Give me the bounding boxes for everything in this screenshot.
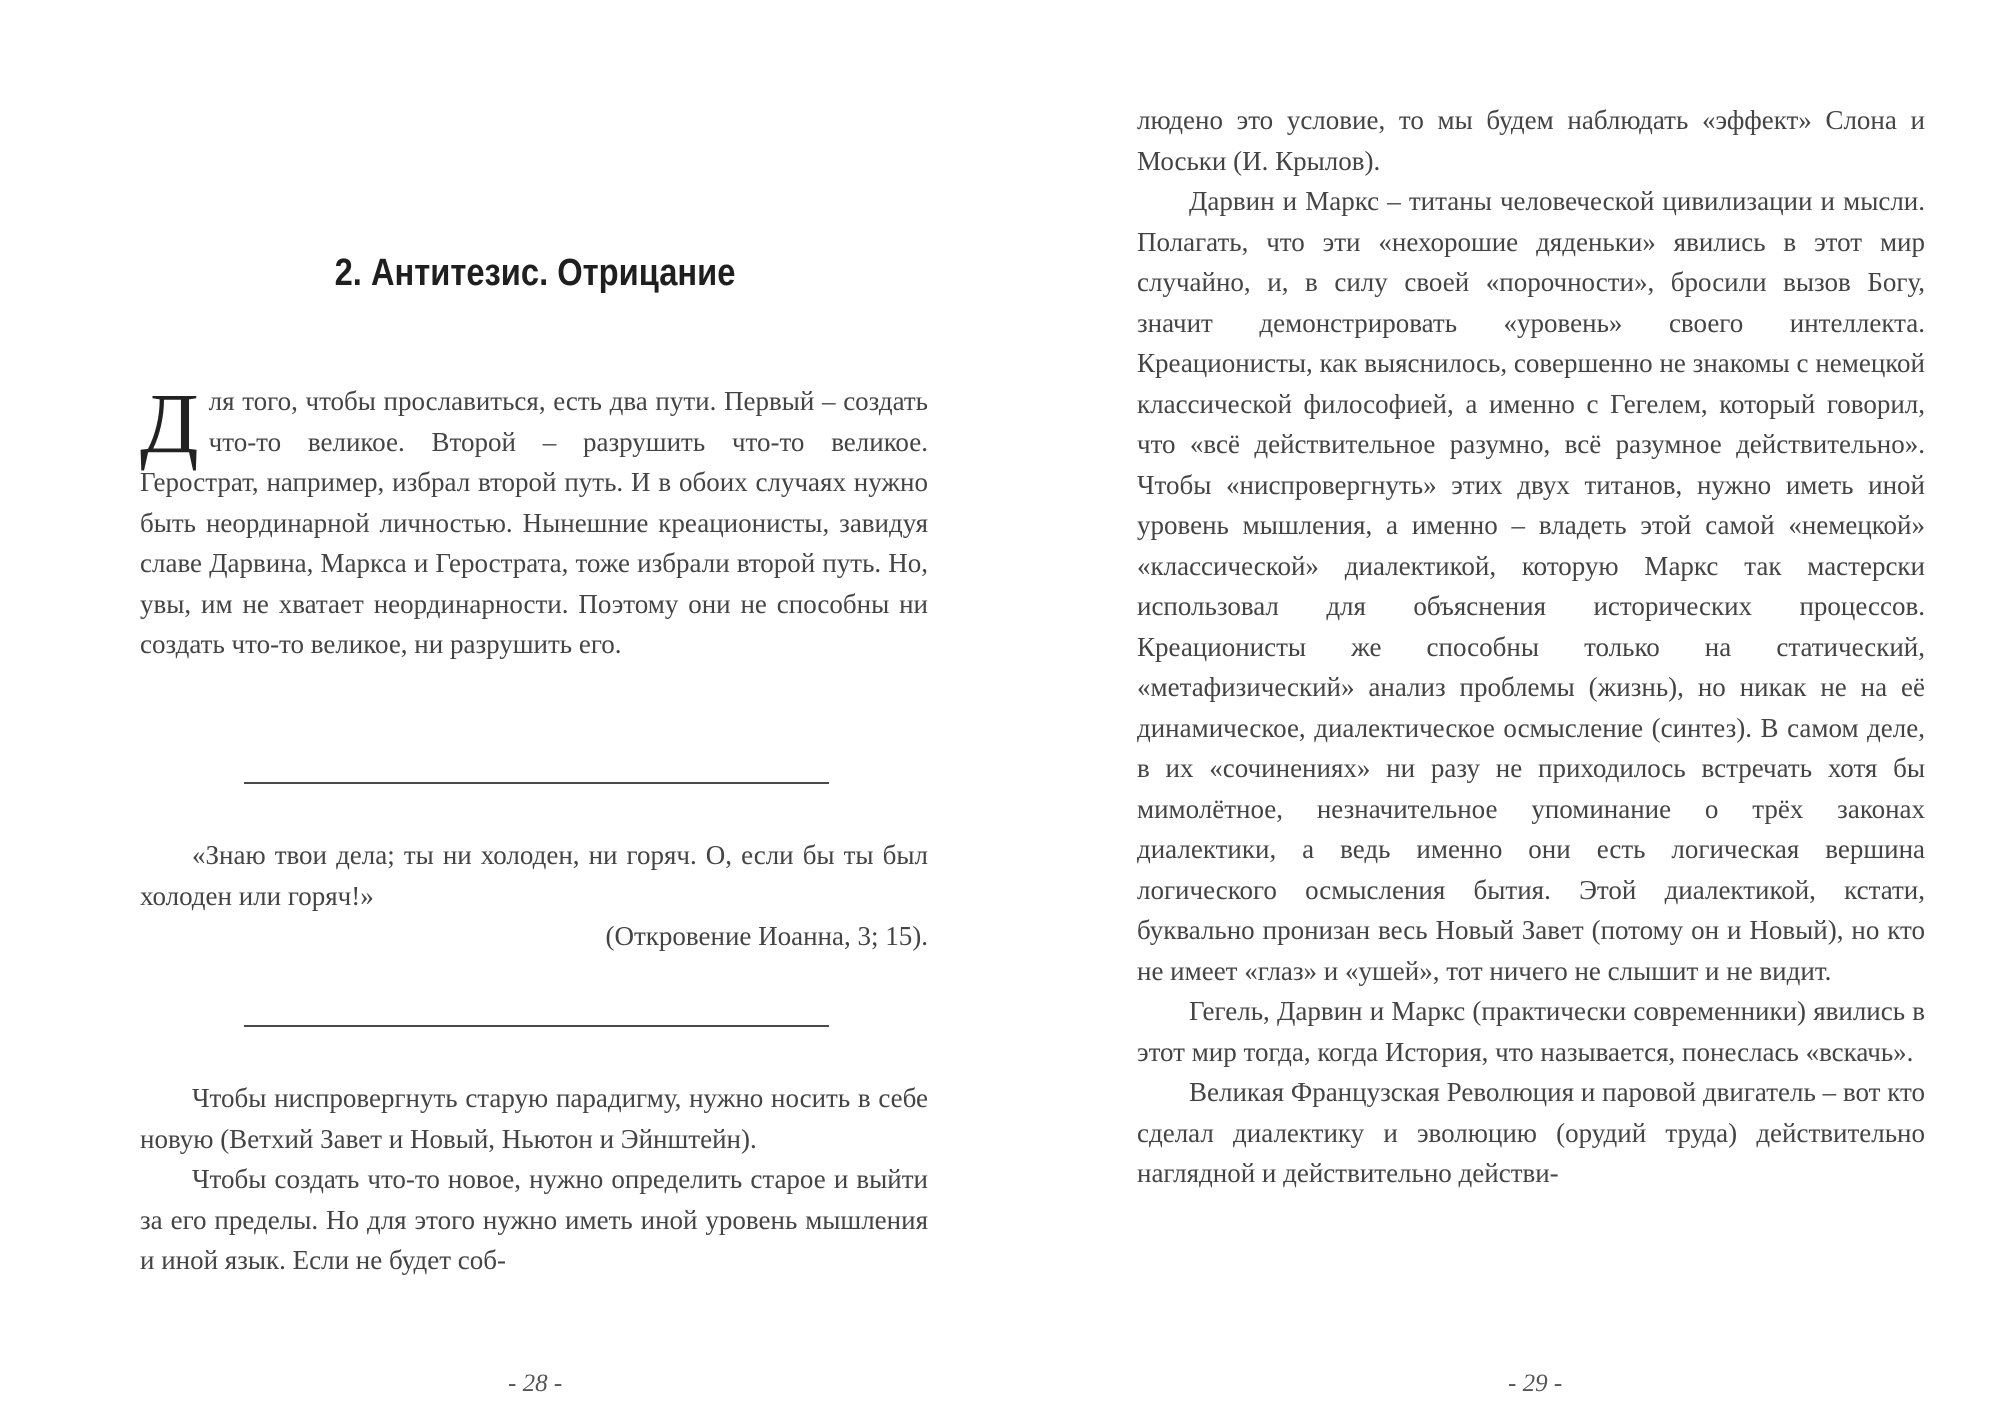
page-number-right: - 29 - xyxy=(1508,1370,1563,1397)
epigraph xyxy=(140,835,928,957)
right-page xyxy=(1000,0,2000,1427)
right-paragraph: Гегель, Дарвин и Маркс (практически современники) явились в этот мир тогда, когда История, что называется, понеслась «вскачь». xyxy=(1137,996,1925,1067)
left-paragraph: Чтобы ниспровергнуть старую парадигму, нужно носить в себе новую (Ветхий Завет и Новый, Ньютон и Эйнштейн). xyxy=(140,1083,928,1154)
right-paragraph: Дарвин и Маркс – титаны человеческой цивилизации и мысли. Полагать, что эти «нехорошие дяденьки» явились в этот мир случайно, и, в силу своей «порочности», бросили вызов Богу, значит демонстрировать «уровень» своего интеллекта. Креационисты, как выяснилось, совершенно не знакомы с немецкой классической философией, а именно с Гегелем, который говорил, что «всё действительное разумно, всё разумное действительно». Чтобы «ниспровергнуть» этих двух титанов, нужно иметь иной уровень мышления, а именно – владеть этой самой «немецкой» «классической» диалектикой, которую Маркс так мастерски использовал для объяснения исторических процессов. Креационисты же способны только на статический, «метафизический» анализ проблемы (жизнь), но никак не на её динамическое, диалектическое осмысление (синтез). В самом деле, в их «сочинениях» ни разу не приходилось встречать хотя бы мимолётное, незначительное упоминание о трёх законах диалектики, а ведь именно они есть логическая вершина логического осмысления бытия. Этой диалектикой, кстати, буквально пронизан весь Новый Завет (потому он и Новый), но кто не имеет «глаз» и «ушей», тот ничего не слышит и не видит. xyxy=(1137,186,1925,986)
right-paragraph: людено это условие, то мы будем наблюдать «эффект» Слона и Моськи (И. Крылов). xyxy=(1137,105,1925,176)
page-number-left: - 28 - xyxy=(508,1370,563,1397)
divider-bottom xyxy=(244,1025,829,1027)
right-body xyxy=(1137,100,1925,1194)
divider-top xyxy=(244,782,829,784)
epigraph-quote: «Знаю твои дела; ты ни холоден, ни горяч. О, если бы ты был холоден или горяч!» xyxy=(140,840,928,911)
intro-paragraph: ля того, чтобы прославиться, есть два пути. Первый – создать что-то великое. Второй – разрушить что-то великое. Герострат, например, избрал второй путь. И в обоих случаях нужно быть неординарной личностью. Нынешние креационисты, завидуя славе Дарвина, Маркса и Герострата, тоже избрали второй путь. Но, увы, им не хватает неординарности. Поэтому они не способны ни создать что-то великое, ни разрушить его. xyxy=(140,386,928,659)
intro-block xyxy=(140,375,928,665)
drop-cap: Д xyxy=(140,375,199,471)
epigraph-source: (Откровение Иоанна, 3; 15). xyxy=(605,921,928,951)
right-paragraph: Великая Французская Революция и паровой двигатель – вот кто сделал диалектику и эволюцию (орудий труда) действительно наглядной и действительно действи- xyxy=(1137,1077,1925,1188)
chapter-title: 2. Антитезис. Отрицание xyxy=(334,252,736,294)
left-paragraph: Чтобы создать что-то новое, нужно определить старое и выйти за его пределы. Но для этого нужно иметь иной уровень мышления и иной язык. Если не будет соб- xyxy=(140,1164,928,1275)
left-body xyxy=(140,1078,928,1281)
